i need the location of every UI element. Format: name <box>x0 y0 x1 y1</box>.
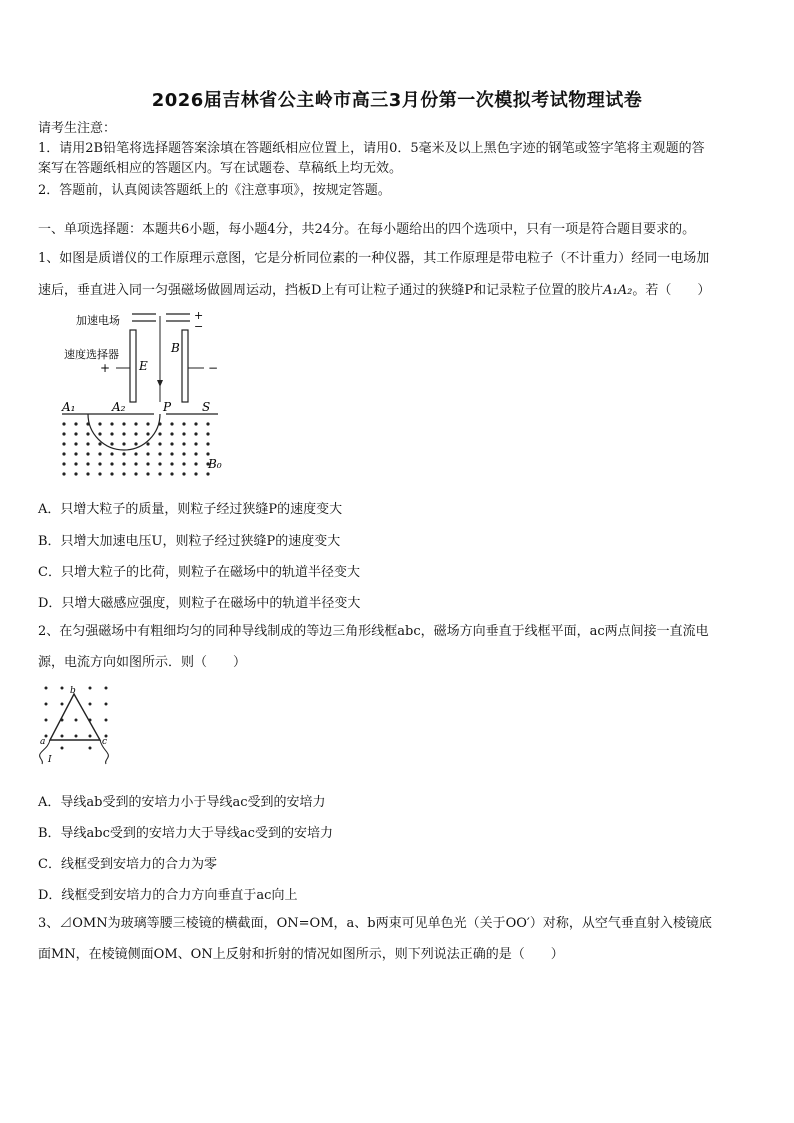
notice-item-2: 2．答题前，认真阅读答题纸上的《注意事项》，按规定答题。 <box>38 183 391 198</box>
vertex-a: a <box>40 737 46 747</box>
question-1-line-2-end: 。若（ ） <box>632 283 711 298</box>
notice-item-1-line-1: 1．请用2B铅笔将选择题答案涂填在答题纸相应位置上，请用0．5毫米及以上黑色字迹的钢笔或签字笔将主观题的答 <box>38 141 705 156</box>
mass-spectrometer-figure <box>58 310 238 480</box>
notice-heading: 请考生注意： <box>38 121 117 136</box>
label-s: S <box>202 400 211 414</box>
triangle-frame-figure <box>36 682 116 768</box>
notice-item-1-line-2: 案写在答题纸相应的答题区内。写在试题卷、草稿纸上均无效。 <box>38 161 403 176</box>
question-1-option-b: B．只增大加速电压U，则粒子经过狭缝P的速度变大 <box>38 534 341 549</box>
page-title: 2026届吉林省公主岭市高三3月份第一次模拟考试物理试卷 <box>151 90 643 111</box>
triangle-frame-diagram <box>36 682 116 768</box>
question-2-option-d: D．线框受到安培力的合力方向垂直于ac向上 <box>38 888 298 903</box>
accel-plus: + <box>194 310 204 322</box>
question-2-line-1: 2、在匀强磁场中有粗细均匀的同种导线制成的等边三角形线框abc，磁场方向垂直于线框平面，ac两点间接一直流电 <box>38 624 709 639</box>
film-symbol: A₁A₂ <box>603 283 633 298</box>
question-2-option-c: C．线框受到安培力的合力为零 <box>38 857 217 872</box>
vertex-b: b <box>70 686 76 696</box>
label-p: P <box>163 400 172 414</box>
magnetic-field-dots <box>62 422 209 475</box>
section-1-heading: 一、单项选择题：本题共6小题，每小题4分，共24分。在每小题给出的四个选项中，只有一项是符合题目要求的。 <box>38 222 696 237</box>
question-3-line-1: 3、⊿OMN为玻璃等腰三棱镜的横截面，ON=OM，a、b两束可见单色光（关于OO′）对称，从空气垂直射入棱镜底 <box>38 916 712 931</box>
question-3-line-2: 面MN，在棱镜侧面OM、ON上反射和折射的情况如图所示，则下列说法正确的是（ ） <box>38 947 564 962</box>
accel-field-label: 加速电场 <box>76 314 120 327</box>
question-1-option-d: D．只增大磁感应强度，则粒子在磁场中的轨道半径变大 <box>38 596 361 611</box>
mass-spectrometer-diagram <box>58 310 238 480</box>
selector-plus: + <box>100 361 111 375</box>
question-2-line-2: 源，电流方向如图所示．则（ ） <box>38 655 247 670</box>
question-2-option-a: A．导线ab受到的安培力小于导线ac受到的安培力 <box>38 795 326 810</box>
accel-minus: − <box>194 320 204 333</box>
current-label: I <box>48 755 52 765</box>
question-1-option-a: A．只增大粒子的质量，则粒子经过狭缝P的速度变大 <box>38 502 343 517</box>
question-1-line-1: 1、如图是质谱仪的工作原理示意图，它是分析同位素的一种仪器，其工作原理是带电粒子（不计重力）经同一电场加 <box>38 251 710 266</box>
question-1-line-2 <box>38 282 760 300</box>
label-b0: B₀ <box>208 457 222 471</box>
question-1-line-2-text: 速后，垂直进入同一匀强磁场做圆周运动，挡板D上有可让粒子通过的狭缝P和记录粒子位置的胶片 <box>38 283 604 298</box>
question-1-option-c: C．只增大粒子的比荷，则粒子在磁场中的轨道半径变大 <box>38 565 360 580</box>
electric-field-label: E <box>139 359 148 373</box>
label-a2: A₂ <box>112 400 126 414</box>
magnetic-field-label: B <box>171 341 180 355</box>
velocity-selector-label: 速度选择器 <box>64 348 119 361</box>
question-2-option-b: B．导线abc受到的安培力大于导线ac受到的安培力 <box>38 826 333 841</box>
selector-minus: − <box>208 361 219 375</box>
label-a1: A₁ <box>62 400 76 414</box>
vertex-c: c <box>102 737 108 747</box>
